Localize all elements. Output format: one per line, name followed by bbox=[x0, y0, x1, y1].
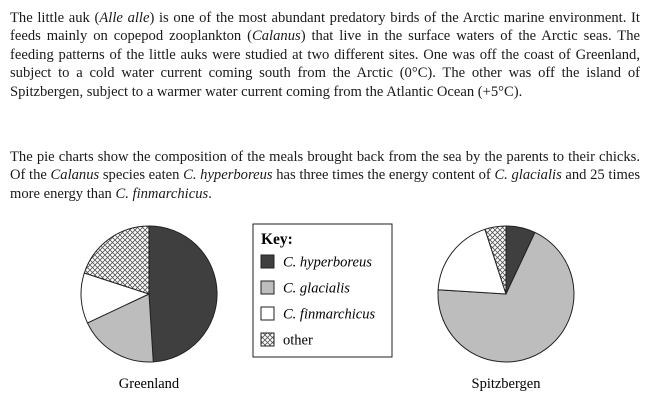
p2-run-1: Calanus bbox=[50, 167, 100, 184]
legend-label-hyperboreus: C. hyperboreus bbox=[283, 254, 372, 271]
p1-run-3: Calanus bbox=[252, 28, 301, 45]
legend-swatch-other bbox=[261, 333, 274, 346]
p2-run-0: The pie charts show the composition of the meals brought back from the sea by the parents to their chicks. Of the bbox=[10, 149, 640, 184]
legend-label-glacialis: C. glacialis bbox=[283, 280, 350, 297]
p2-run-7: C. finmarchicus bbox=[115, 185, 209, 202]
p2-run-3: C. hyperboreus bbox=[183, 167, 273, 184]
pie-greenland-slice-hyperboreus bbox=[149, 226, 217, 362]
intro-paragraph bbox=[10, 9, 640, 101]
p2-run-6: and 25 times more energy than bbox=[10, 167, 641, 202]
p2-run-2: species eaten bbox=[99, 167, 184, 184]
pie-chart-figure bbox=[0, 215, 651, 402]
description-paragraph bbox=[10, 148, 640, 203]
p1-run-4: ) that live in the surface waters of the Arctic seas. The feeding patterns of the little auks were studied at two different sites. One was off the coast of Greenland, subject to a cold water current coming south from the Arctic (0°C). The other was off the island of Spitzbergen, subject to a warmer water current coming from the Atlantic Ocean (+5°C). bbox=[10, 28, 640, 100]
legend-title: Key: bbox=[261, 231, 293, 248]
p1-run-2: ) is one of the most abundant predatory birds of the Arctic marine environment. It feeds mainly on copepod zooplankton ( bbox=[10, 10, 640, 45]
legend-label-finmarchicus: C. finmarchicus bbox=[283, 306, 376, 323]
legend-swatch-glacialis bbox=[261, 281, 274, 294]
legend bbox=[253, 224, 392, 357]
p2-run-8: . bbox=[208, 185, 212, 202]
pie-greenland bbox=[81, 226, 217, 392]
legend-swatch-finmarchicus bbox=[261, 307, 274, 320]
p2-run-4: has three times the energy content of bbox=[272, 167, 495, 184]
pie-spitzbergen bbox=[438, 226, 574, 392]
pie-greenland-title: Greenland bbox=[118, 376, 180, 392]
legend-label-other: other bbox=[283, 332, 313, 349]
legend-swatch-hyperboreus bbox=[261, 255, 274, 268]
p1-run-0: The little auk ( bbox=[10, 10, 100, 26]
p2-run-5: C. glacialis bbox=[494, 167, 562, 184]
pie-spitzbergen-title: Spitzbergen bbox=[471, 376, 541, 392]
p1-run-1: Alle alle bbox=[99, 10, 150, 26]
